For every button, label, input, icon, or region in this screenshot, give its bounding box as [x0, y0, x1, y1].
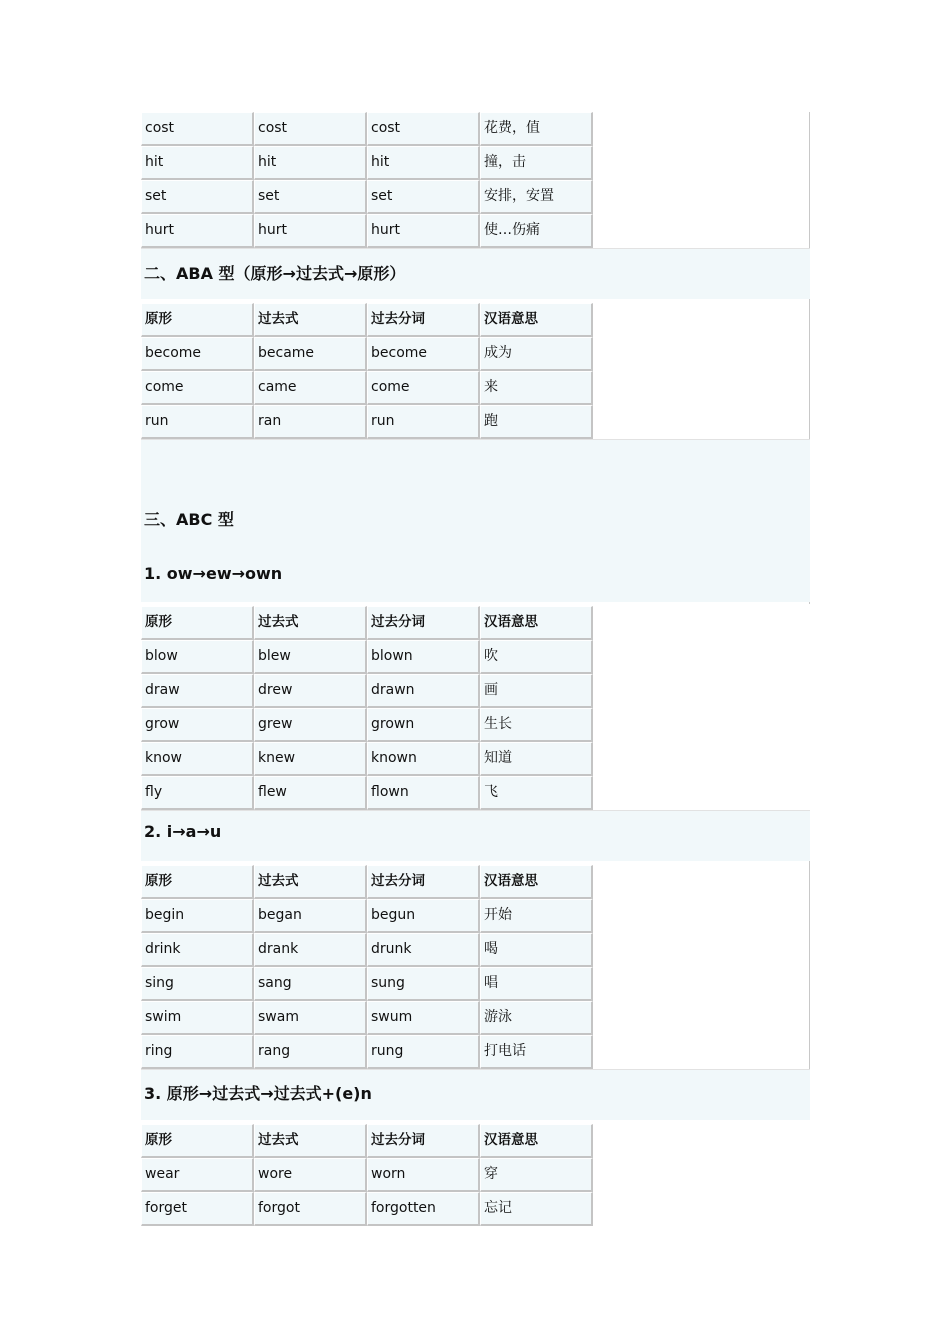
table-cell: fly: [141, 776, 254, 810]
table-cell: forgotten: [367, 1192, 480, 1226]
table-cell: 唱: [480, 967, 593, 1001]
section-heading-abc: [141, 439, 810, 602]
table-cell: forgot: [254, 1192, 367, 1226]
column-header: 汉语意思: [480, 1124, 593, 1158]
document-body: [140, 112, 810, 1226]
table-header-row: [141, 606, 593, 640]
table-cell: rung: [367, 1035, 480, 1069]
table-cell: come: [367, 371, 480, 405]
column-header: 过去式: [254, 865, 367, 899]
column-header: 过去分词: [367, 606, 480, 640]
table-cell: 飞: [480, 776, 593, 810]
table-cell: become: [141, 337, 254, 371]
table-row: [141, 967, 593, 1001]
table-row: [141, 337, 593, 371]
table-row: [141, 1001, 593, 1035]
verb-table-aaa: [141, 112, 593, 248]
table-row: [141, 1035, 593, 1069]
table-cell: swum: [367, 1001, 480, 1035]
section-heading-iau: [141, 810, 810, 861]
table-cell: 撞，击: [480, 146, 593, 180]
table-cell: 穿: [480, 1158, 593, 1192]
table-cell: 游泳: [480, 1001, 593, 1035]
table-cell: 生长: [480, 708, 593, 742]
table-row: [141, 371, 593, 405]
table-cell: cost: [141, 112, 254, 146]
table-cell: cost: [367, 112, 480, 146]
table-cell: began: [254, 899, 367, 933]
table-row: [141, 1158, 593, 1192]
column-header: 原形: [141, 303, 254, 337]
table-cell: 喝: [480, 933, 593, 967]
table-cell: wear: [141, 1158, 254, 1192]
table-cell: 吹: [480, 640, 593, 674]
table-cell: 跑: [480, 405, 593, 439]
section-heading-aba: [141, 248, 810, 299]
column-header: 过去分词: [367, 303, 480, 337]
table-cell: begin: [141, 899, 254, 933]
section-heading-en: [141, 1069, 810, 1120]
table-cell: hurt: [367, 214, 480, 248]
table-row: [141, 405, 593, 439]
table-cell: ring: [141, 1035, 254, 1069]
table-cell: wore: [254, 1158, 367, 1192]
table-cell: knew: [254, 742, 367, 776]
column-header: 过去式: [254, 1124, 367, 1158]
table-cell: grown: [367, 708, 480, 742]
table-cell: flown: [367, 776, 480, 810]
table-cell: run: [367, 405, 480, 439]
table-cell: became: [254, 337, 367, 371]
table-cell: know: [141, 742, 254, 776]
table-cell: blew: [254, 640, 367, 674]
column-header: 原形: [141, 865, 254, 899]
table-row: [141, 180, 593, 214]
table-cell: sung: [367, 967, 480, 1001]
table-cell: cost: [254, 112, 367, 146]
subsection-title: 3. 原形→过去式→过去式+(e)n: [144, 1084, 372, 1103]
table-cell: hit: [141, 146, 254, 180]
column-header: 汉语意思: [480, 606, 593, 640]
table-cell: sang: [254, 967, 367, 1001]
column-header: 过去式: [254, 303, 367, 337]
table-cell: 打电话: [480, 1035, 593, 1069]
table-cell: worn: [367, 1158, 480, 1192]
table-header-row: [141, 1124, 593, 1158]
table-cell: drew: [254, 674, 367, 708]
table-cell: sing: [141, 967, 254, 1001]
table-cell: came: [254, 371, 367, 405]
column-header: 汉语意思: [480, 865, 593, 899]
table-cell: hit: [367, 146, 480, 180]
table-cell: 成为: [480, 337, 593, 371]
table-row: [141, 899, 593, 933]
table-row: [141, 1192, 593, 1226]
table-cell: become: [367, 337, 480, 371]
subsection-title: 2. i→a→u: [144, 822, 222, 841]
column-header: 过去分词: [367, 1124, 480, 1158]
table-cell: rang: [254, 1035, 367, 1069]
column-header: 过去分词: [367, 865, 480, 899]
table-cell: ran: [254, 405, 367, 439]
table-header-row: [141, 303, 593, 337]
column-header: 原形: [141, 606, 254, 640]
verb-table-iau: [141, 865, 593, 1069]
table-cell: forget: [141, 1192, 254, 1226]
table-cell: set: [254, 180, 367, 214]
table-cell: 花费，值: [480, 112, 593, 146]
table-row: [141, 146, 593, 180]
table-cell: hurt: [254, 214, 367, 248]
column-header: 过去式: [254, 606, 367, 640]
table-header-row: [141, 865, 593, 899]
section-title: 二、ABA 型（原形→过去式→原形）: [144, 264, 406, 283]
table-cell: 安排，安置: [480, 180, 593, 214]
table-row: [141, 674, 593, 708]
table-row: [141, 776, 593, 810]
table-cell: grow: [141, 708, 254, 742]
table-row: [141, 708, 593, 742]
table-cell: hurt: [141, 214, 254, 248]
table-cell: set: [367, 180, 480, 214]
table-cell: hit: [254, 146, 367, 180]
table-cell: blown: [367, 640, 480, 674]
table-cell: flew: [254, 776, 367, 810]
table-cell: 来: [480, 371, 593, 405]
table-cell: 开始: [480, 899, 593, 933]
table-row: [141, 742, 593, 776]
table-cell: 画: [480, 674, 593, 708]
table-cell: come: [141, 371, 254, 405]
table-row: [141, 214, 593, 248]
table-row: [141, 933, 593, 967]
table-cell: swim: [141, 1001, 254, 1035]
table-cell: drank: [254, 933, 367, 967]
table-cell: 知道: [480, 742, 593, 776]
table-cell: drunk: [367, 933, 480, 967]
table-row: [141, 112, 593, 146]
table-cell: run: [141, 405, 254, 439]
table-cell: set: [141, 180, 254, 214]
verb-table-en: [141, 1124, 593, 1226]
table-cell: 使…伤痛: [480, 214, 593, 248]
table-cell: grew: [254, 708, 367, 742]
table-row: [141, 640, 593, 674]
table-cell: begun: [367, 899, 480, 933]
table-cell: draw: [141, 674, 254, 708]
table-cell: blow: [141, 640, 254, 674]
section-title: 三、ABC 型: [144, 510, 234, 529]
subsection-title: 1. ow→ew→own: [144, 564, 283, 583]
table-cell: swam: [254, 1001, 367, 1035]
column-header: 汉语意思: [480, 303, 593, 337]
table-cell: drawn: [367, 674, 480, 708]
table-cell: 忘记: [480, 1192, 593, 1226]
verb-table-ow: [141, 606, 593, 810]
table-cell: known: [367, 742, 480, 776]
table-cell: drink: [141, 933, 254, 967]
verb-table-aba: [141, 303, 593, 439]
column-header: 原形: [141, 1124, 254, 1158]
